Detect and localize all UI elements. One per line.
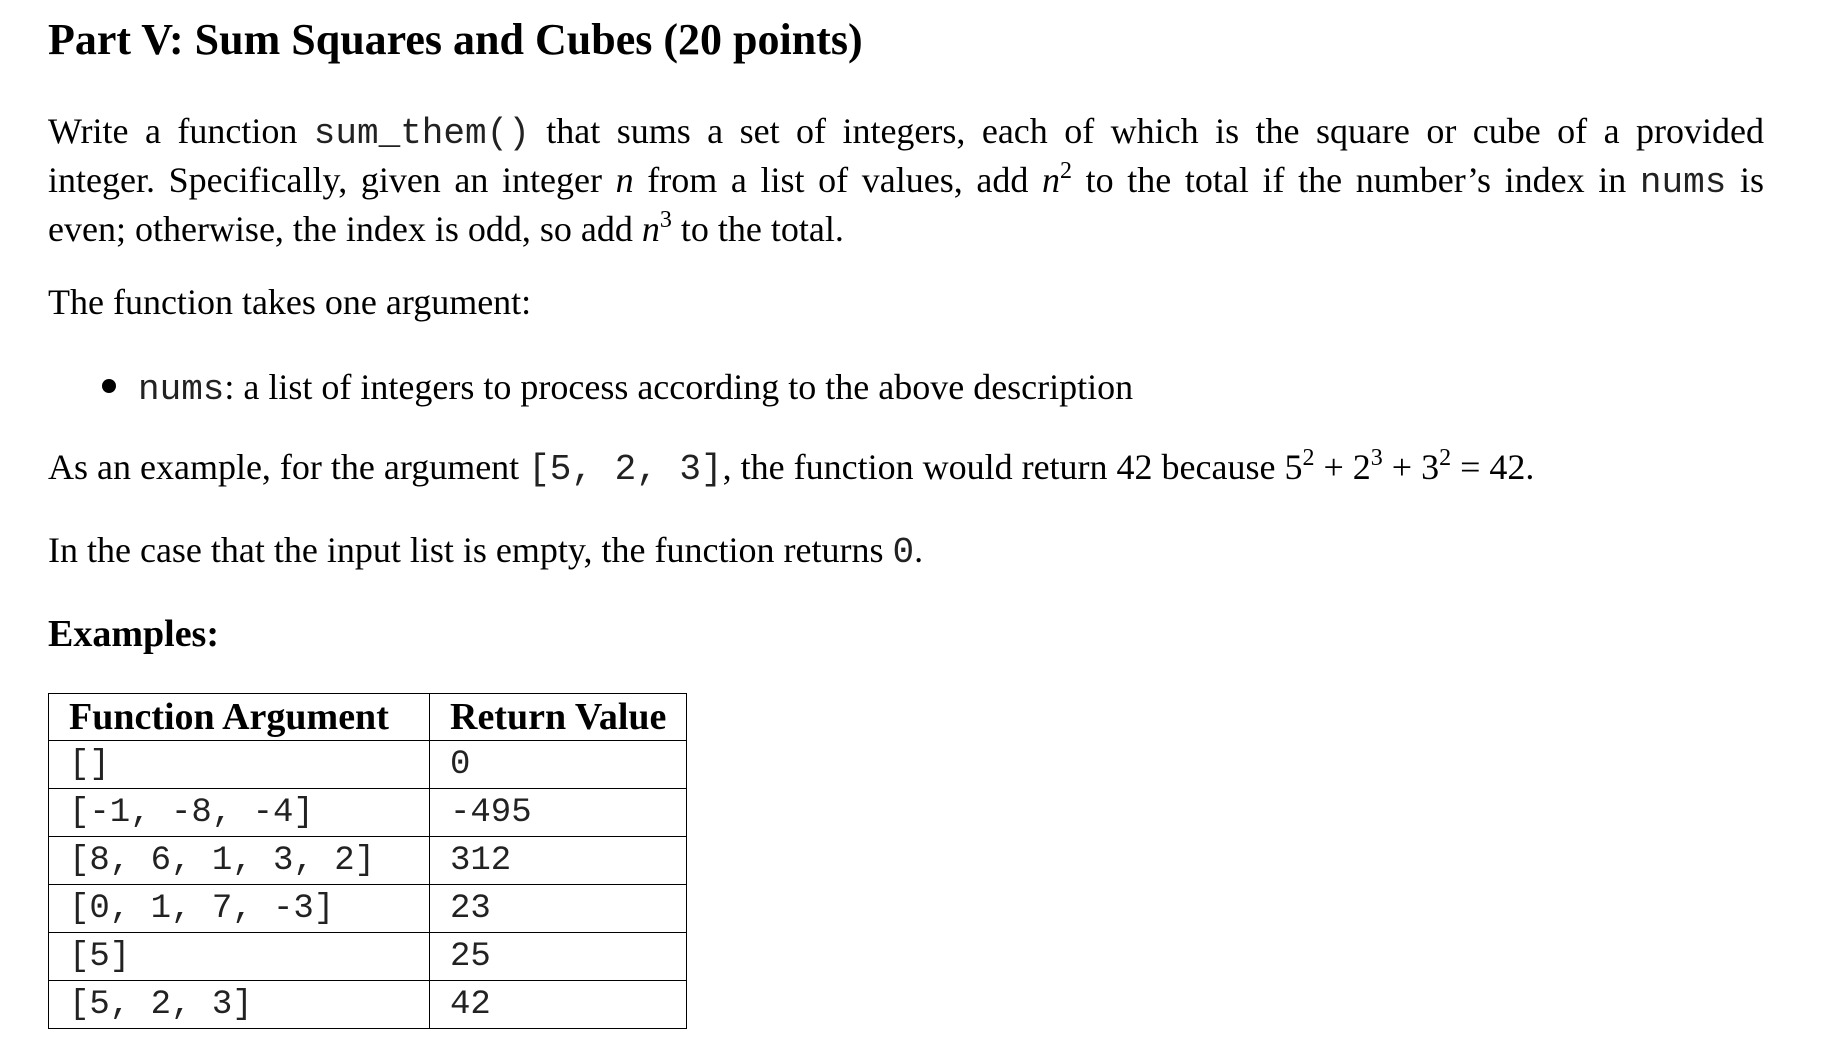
math-exponent: 3 [659, 207, 672, 233]
return-value-cell: -495 [430, 789, 687, 837]
math-exponent: 2 [1302, 445, 1315, 471]
examples-heading: Examples: [48, 613, 219, 655]
sentence-text: + 2 [1314, 447, 1371, 487]
intro-text: from a list of values, add [633, 160, 1042, 200]
intro-text: to the total if the number’s index in [1071, 160, 1640, 200]
table-row [49, 741, 687, 789]
bullet-icon [102, 379, 116, 393]
math-exponent: 3 [1370, 445, 1383, 471]
return-value-cell: 0 [430, 741, 687, 789]
intro-paragraph [48, 108, 1764, 252]
sentence-text: + 3 [1382, 447, 1440, 487]
math-exponent: 2 [1059, 158, 1072, 184]
sentence-text: . [914, 530, 924, 570]
zero-code: 0 [892, 532, 915, 573]
intro-text: that sums a set of integers, each of which is the square or cube of a provided [529, 111, 1764, 151]
intro-text: Write a function [48, 111, 314, 151]
table-header-row [49, 694, 687, 741]
examples-table [48, 693, 687, 1029]
example-sentence [48, 444, 1534, 493]
argument-cell: [0, 1, 7, -3] [49, 885, 430, 933]
sentence-text: , the function would return 42 because 5 [722, 447, 1303, 487]
return-value-cell: 23 [430, 885, 687, 933]
argument-cell: [8, 6, 1, 3, 2] [49, 837, 430, 885]
sentence-text: = 42. [1451, 447, 1535, 487]
intro-line-1 [48, 108, 1764, 157]
intro-text: is [1726, 160, 1764, 200]
math-variable: n [615, 160, 634, 200]
header-return-value: Return Value [430, 694, 687, 741]
args-intro: The function takes one argument: [48, 282, 532, 322]
return-value-cell: 25 [430, 933, 687, 981]
intro-line-3 [48, 206, 1764, 252]
argument-cell: [5] [49, 933, 430, 981]
sentence-text: As an example, for the argument [48, 447, 529, 487]
argument-cell: [5, 2, 3] [49, 981, 430, 1029]
page-title: Part V: Sum Squares and Cubes (20 points) [48, 15, 863, 64]
function-name-code: sum_them() [313, 113, 530, 154]
nums-code: nums [138, 369, 225, 410]
math-variable: n [1041, 160, 1060, 200]
return-value-cell: 312 [430, 837, 687, 885]
intro-line-2 [48, 157, 1764, 206]
example-argument-code: [5, 2, 3] [528, 449, 723, 490]
argument-bullet [102, 364, 1133, 413]
argument-cell: [] [49, 741, 430, 789]
table-row [49, 885, 687, 933]
sentence-text: In the case that the input list is empty, the function returns [48, 530, 893, 570]
argument-cell: [-1, -8, -4] [49, 789, 430, 837]
intro-text: to the total. [671, 209, 844, 249]
header-function-argument: Function Argument [49, 694, 430, 741]
bullet-text: : a list of integers to process according to the above description [224, 367, 1134, 407]
math-exponent: 2 [1439, 445, 1452, 471]
table-row [49, 789, 687, 837]
intro-text: even; otherwise, the index is odd, so add [48, 209, 642, 249]
table-row [49, 981, 687, 1029]
math-variable: n [641, 209, 660, 249]
table-row [49, 933, 687, 981]
nums-code: nums [1639, 162, 1727, 203]
empty-case-sentence [48, 527, 923, 576]
table-row [49, 837, 687, 885]
intro-text: integer. Specifically, given an integer [48, 160, 616, 200]
return-value-cell: 42 [430, 981, 687, 1029]
